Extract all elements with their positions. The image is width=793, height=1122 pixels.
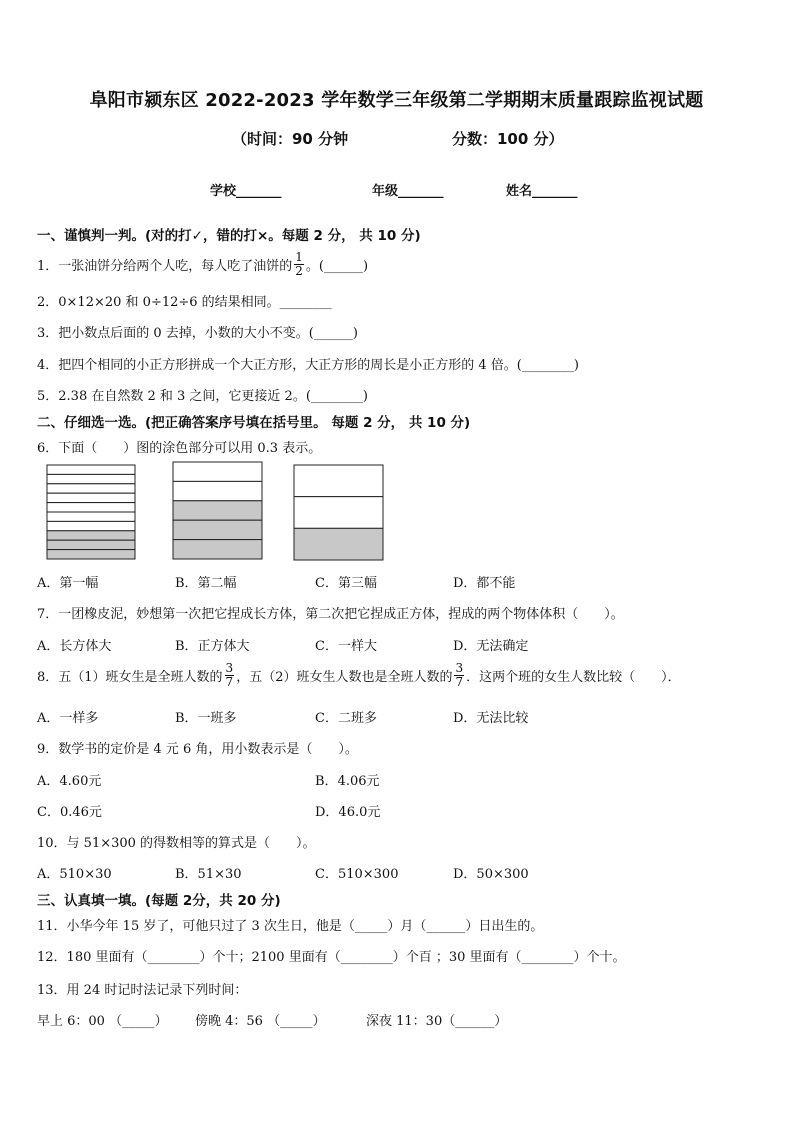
exam-score: 分数：100 分） bbox=[452, 130, 564, 148]
blank-strip bbox=[47, 503, 135, 512]
blank-strip bbox=[294, 497, 383, 529]
q13-item-morning: 早上 6：00 （_____） bbox=[37, 1014, 168, 1029]
q9-option-d[interactable]: D．46.0元 bbox=[315, 805, 381, 820]
school-field: 学校_______ bbox=[210, 184, 282, 199]
blank-strip bbox=[47, 493, 135, 502]
exam-time: （时间：90 分钟 bbox=[232, 130, 349, 148]
question-11: 11．小华今年 15 岁了，可他只过了 3 次生日，他是（_____）月（______）日出生的。 bbox=[37, 919, 544, 934]
blank-strip bbox=[47, 512, 135, 521]
shaded-strip bbox=[173, 501, 262, 520]
q7-option-d[interactable]: D．无法确定 bbox=[453, 639, 529, 654]
shaded-strip bbox=[47, 550, 135, 559]
shaded-strip bbox=[47, 540, 135, 549]
question-2: 2．0×12×20 和 0÷12÷6 的结果相同。________ bbox=[37, 295, 332, 310]
q6-option-c[interactable]: C．第三幅 bbox=[315, 576, 377, 591]
q8-option-d[interactable]: D．无法比较 bbox=[453, 711, 529, 726]
q9-option-c[interactable]: C．0.46元 bbox=[37, 805, 102, 820]
section-1-heading: 一、谨慎判一判。(对的打✓，错的打×。每题 2 分， 共 10 分) bbox=[37, 228, 421, 244]
q8-option-a[interactable]: A．一样多 bbox=[37, 711, 99, 726]
shaded-strip bbox=[294, 528, 383, 560]
blank-strip bbox=[173, 481, 262, 500]
grade-field: 年级_______ bbox=[372, 184, 444, 199]
question-9: 9．数学书的定价是 4 元 6 角，用小数表示是（ ）。 bbox=[37, 742, 358, 757]
question-1: 1．一张油饼分给两个人吃，每人吃了油饼的 $\frac{1}{2}$ 。(______) bbox=[37, 250, 369, 278]
shaded-strip bbox=[173, 540, 262, 559]
question-5: 5．2.38 在自然数 2 和 3 之间，它更接近 2。(________) bbox=[37, 389, 368, 404]
q10-option-a[interactable]: A．510×30 bbox=[37, 867, 112, 882]
q10-option-d[interactable]: D．50×300 bbox=[453, 867, 529, 882]
fraction-three-sevenths: $\frac{3}{7}$ bbox=[455, 661, 464, 689]
figure-1-strips bbox=[46, 464, 136, 560]
exam-title: 阜阳市颍东区 2022-2023 学年数学三年级第二学期期末质量跟踪监视试题 bbox=[89, 90, 704, 111]
q7-option-b[interactable]: B．正方体大 bbox=[175, 639, 250, 654]
blank-strip bbox=[173, 462, 262, 481]
q8-option-c[interactable]: C．二班多 bbox=[315, 711, 377, 726]
blank-strip bbox=[47, 474, 135, 483]
q10-option-b[interactable]: B．51×30 bbox=[175, 867, 242, 882]
q9-option-b[interactable]: B．4.06元 bbox=[315, 774, 380, 789]
question-4: 4．把四个相同的小正方形拼成一个大正方形，大正方形的周长是小正方形的 4 倍。(________) bbox=[37, 358, 579, 373]
figure-3-strips bbox=[293, 464, 384, 561]
q6-option-a[interactable]: A．第一幅 bbox=[37, 576, 99, 591]
section-2-heading: 二、仔细选一选。(把正确答案序号填在括号里。 每题 2 分， 共 10 分) bbox=[37, 415, 471, 431]
q7-option-c[interactable]: C．一样大 bbox=[315, 639, 377, 654]
fraction-one-half: $\frac{1}{2}$ bbox=[295, 250, 303, 278]
question-7: 7．一团橡皮泥，妙想第一次把它捏成长方体，第二次把它捏成正方体，捏成的两个物体体积（ ）。 bbox=[37, 607, 624, 622]
q9-option-a[interactable]: A．4.60元 bbox=[37, 774, 102, 789]
shaded-strip bbox=[173, 520, 262, 539]
section-3-heading: 三、认真填一填。(每题 2分，共 20 分) bbox=[37, 893, 281, 909]
q8-option-b[interactable]: B．一班多 bbox=[175, 711, 237, 726]
question-13: 13．用 24 时记时法记录下列时间： bbox=[37, 983, 248, 998]
blank-strip bbox=[47, 465, 135, 474]
shaded-strip bbox=[47, 531, 135, 540]
question-12: 12．180 里面有（________）个十；2100 里面有（________）个百 ；30 里面有（________）个十。 bbox=[37, 950, 626, 965]
name-field: 姓名_______ bbox=[506, 184, 578, 199]
question-6: 6．下面（ ）图的涂色部分可以用 0.3 表示。 bbox=[37, 441, 322, 456]
figure-2-strips bbox=[172, 461, 263, 560]
q13-item-evening: 傍晚 4：56 （_____） bbox=[195, 1014, 326, 1029]
question-10: 10．与 51×300 的得数相等的算式是（ ）。 bbox=[37, 836, 316, 851]
q10-option-c[interactable]: C．510×300 bbox=[315, 867, 399, 882]
q13-item-night: 深夜 11：30（______） bbox=[366, 1014, 508, 1029]
q6-option-d[interactable]: D．都不能 bbox=[453, 576, 516, 591]
blank-strip bbox=[294, 465, 383, 497]
blank-strip bbox=[47, 484, 135, 493]
blank-strip bbox=[47, 521, 135, 530]
q7-option-a[interactable]: A．长方体大 bbox=[37, 639, 112, 654]
fraction-three-sevenths: $\frac{3}{7}$ bbox=[225, 661, 234, 689]
q6-option-b[interactable]: B．第二幅 bbox=[175, 576, 237, 591]
question-3: 3．把小数点后面的 0 去掉，小数的大小不变。(______) bbox=[37, 326, 358, 341]
question-8: 8．五（1）班女生是全班人数的 $\frac{3}{7}$ ，五（2）班女生人数也是全班人数的 $\frac{3}{7}$ ．这两个班的女生人数比较（ ）． bbox=[37, 661, 681, 689]
